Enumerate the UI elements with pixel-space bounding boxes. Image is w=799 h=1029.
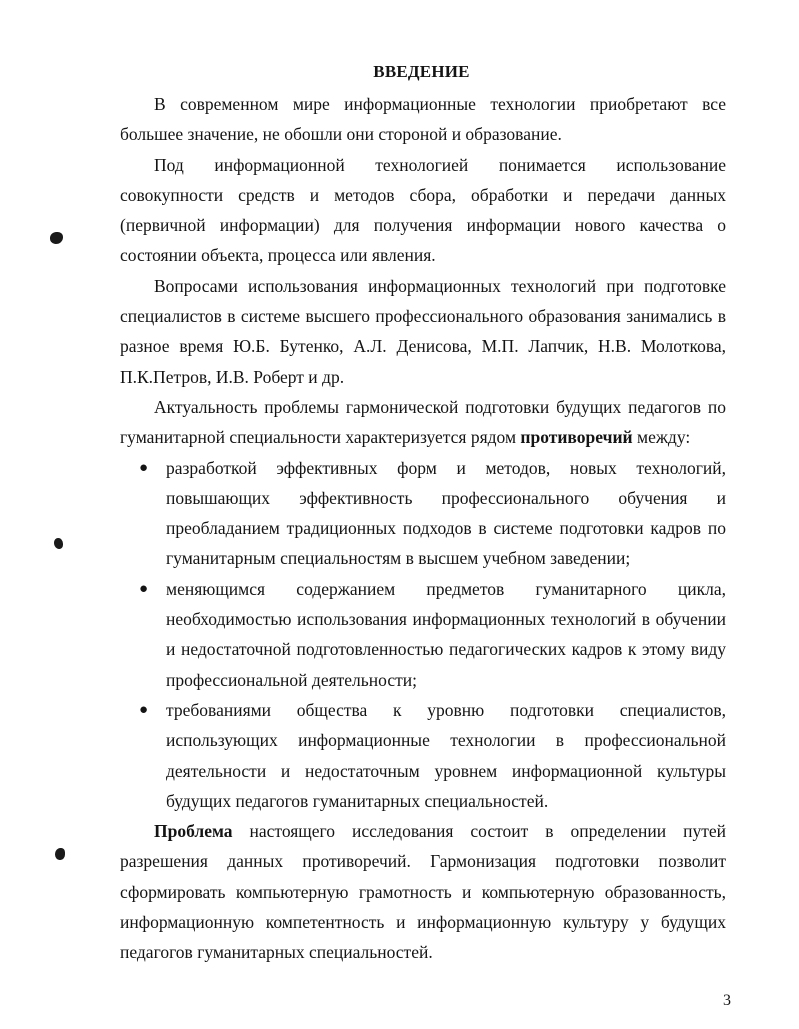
paragraph-problem [120, 816, 726, 967]
list-item [120, 574, 726, 695]
list-item-text: разработкой эффективных форм и методов, новых технологий, повышающих эффективность профессионального обучения и преобладанием традиционных подходов в системе подготовки кадров по гуманитарным специальностям в высшем учебном заведении; [166, 457, 726, 569]
section-title: ВВЕДЕНИЕ [373, 62, 470, 81]
bullet-icon: ● [139, 459, 149, 476]
relevance-text-after: между: [632, 427, 691, 448]
paragraph-definition: Под информационной технологией понимается использование совокупности средств и методов сбора, обработки и передачи данных (первичной информации) для получения информации нового качества о состоянии объекта, процесса или явления. [120, 154, 726, 266]
ink-blot [55, 848, 65, 860]
list-item-text: меняющимся содержанием предметов гуманитарного цикла, необходимостью использования информационных технологий в обучении и недостаточной подготовленностью педагогических кадров к этому виду профессиональной деятельности; [166, 578, 726, 690]
bullet-icon: ● [139, 580, 149, 597]
list-item-text: требованиями общества к уровню подготовки специалистов, использующих информационные технологии в профессиональной деятельности и недостаточным уровнем информационной культуры будущих педагогов гуманитарных специальностей. [166, 699, 726, 811]
paragraph-intro: В современном мире информационные технологии приобретают все большее значение, не обошли они стороной и образование. [120, 94, 726, 145]
list-item [120, 453, 726, 574]
paragraph-researchers: Вопросами использования информационных технологий при подготовке специалистов в системе высшего профессионального образования занимались в разное время Ю.Б. Бутенко, А.Л. Денисова, М.П. Лапчик, Н.В. Молоткова, П.К.Петров, И.В. Роберт и др. [120, 275, 726, 387]
problem-text: настоящего исследования состоит в определении путей разрешения данных противоречий. Гармонизация подготовки позволит сформировать компьютерную грамотность и компьютерную образованность, информационную компетентность и информационную культуру у будущих педагогов гуманитарных специальностей. [120, 821, 726, 963]
list-item [120, 695, 726, 816]
paragraph-relevance [120, 392, 726, 453]
ink-blot [54, 538, 63, 549]
contradictions-list [120, 453, 726, 817]
relevance-emphasis: противоречий [520, 427, 633, 448]
ink-blot [50, 232, 63, 244]
body-text [120, 89, 726, 968]
problem-lead: Проблема [154, 821, 233, 842]
page-number: 3 [723, 992, 731, 1009]
bullet-icon: ● [139, 701, 149, 718]
relevance-text-before: Актуальность проблемы гармонической подготовки будущих педагогов по гуманитарной специальности характеризуется рядом [120, 396, 726, 448]
